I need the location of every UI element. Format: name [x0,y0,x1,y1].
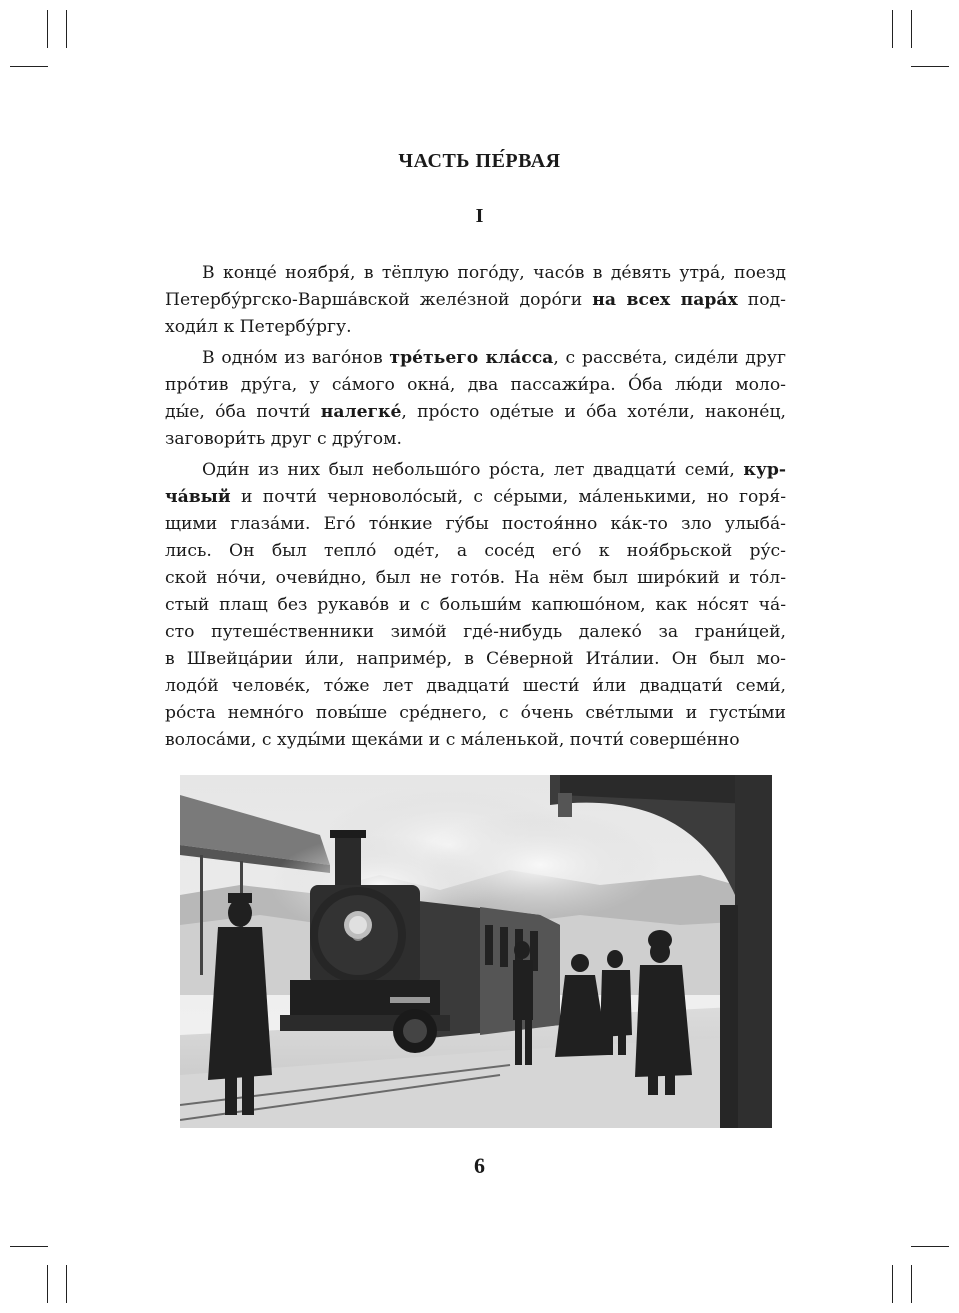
crop-mark [47,10,48,48]
text-run: ской но́чи, очеви́дно, был не гото́в. На нём был широ́кий и то́л- [165,568,786,588]
text-line [165,619,786,646]
text-run: ро́ста немно́го повы́ше сре́днего, с о́чень све́тлыми и густы́ми [165,703,786,723]
text-run: лись. Он был тепло́ оде́т, а сосе́д его́ к ноя́брьской ру́с- [165,541,786,561]
text-line [165,592,786,619]
text-line [165,260,786,287]
text-line [165,372,786,399]
text-run: Оди́н из них был небольшо́го ро́ста, лет двадцати́ семи́, [202,460,744,480]
part-title: ЧАСТЬ ПЕ́РВАЯ [398,150,561,172]
text-line [165,426,786,453]
crop-mark [47,1265,48,1303]
text-run: и почти́ черноволо́сый, с се́рыми, ма́ленькими, но горя́- [230,487,786,507]
bold-phrase: ча́вый [165,487,231,507]
crop-mark [66,10,67,48]
page-number: 6 [474,1153,485,1178]
crop-mark [10,66,48,67]
body-text [165,260,786,758]
text-line [165,457,786,484]
bold-phrase: тре́тьего кла́сса [389,348,554,368]
text-run: стый плащ без рукаво́в и с больши́м капюшо́ном, как но́сят ча́- [165,595,786,615]
text-run: лодо́й челове́к, то́же лет двадцати́ шести́ и́ли двадцати́ семи́, [165,676,786,696]
text-line [165,511,786,538]
crop-mark [66,1265,67,1303]
text-line [165,565,786,592]
text-line [165,538,786,565]
text-line [165,646,786,673]
bold-phrase: налегке́ [320,402,402,422]
text-run: В одно́м из ваго́нов [202,348,390,368]
text-run: заговори́ть друг с дру́гом. [165,429,402,449]
text-line [165,399,786,426]
text-line [165,700,786,727]
bold-phrase: кур- [743,460,786,480]
text-line [165,727,786,754]
paragraph [165,457,786,754]
crop-mark [10,1246,48,1247]
text-run: волоса́ми, с худы́ми щека́ми и с ма́ленькой, почти́ соверше́нно [165,730,740,750]
crop-mark [911,1246,949,1247]
text-run: сто путеше́ственники зимо́й где́-нибудь далеко́ за грани́цей, [165,622,786,642]
text-run: ды́е, о́ба почти́ [165,402,321,422]
text-run: в Швейца́рии и́ли, наприме́р, в Се́верной Ита́лии. Он был мо- [165,649,786,669]
crop-mark [911,66,949,67]
text-line [165,484,786,511]
steam-train-photo-icon [180,775,772,1128]
text-run: под- [737,290,786,310]
chapter-number: I [475,205,484,227]
text-run: щими глаза́ми. Его́ то́нкие гу́бы постоя́нно ка́к-то зло улыба́- [165,514,786,534]
text-run: про́тив дру́га, у са́мого окна́, два пассажи́ра. О́ба лю́ди моло- [165,375,786,395]
text-run: , про́сто оде́тые и о́ба хоте́ли, наконе́ц, [401,402,786,422]
text-line [165,345,786,372]
text-run: В конце́ ноября́, в тёплую пого́ду, часо́в в де́вять утра́, поезд [202,263,786,283]
paragraph [165,260,786,341]
crop-mark [911,10,912,48]
paragraph [165,345,786,453]
crop-mark [892,1265,893,1303]
text-run: , с рассве́та, сиде́ли друг [553,348,786,368]
crop-mark [892,10,893,48]
text-line [165,314,786,341]
text-line [165,673,786,700]
text-line [165,287,786,314]
bold-phrase: на всех пара́х [592,290,738,310]
crop-mark [911,1265,912,1303]
text-run: Петербу́ргско-Варша́вской желе́зной доро́ги [165,290,593,310]
text-run: ходи́л к Петербу́ргу. [165,317,352,337]
